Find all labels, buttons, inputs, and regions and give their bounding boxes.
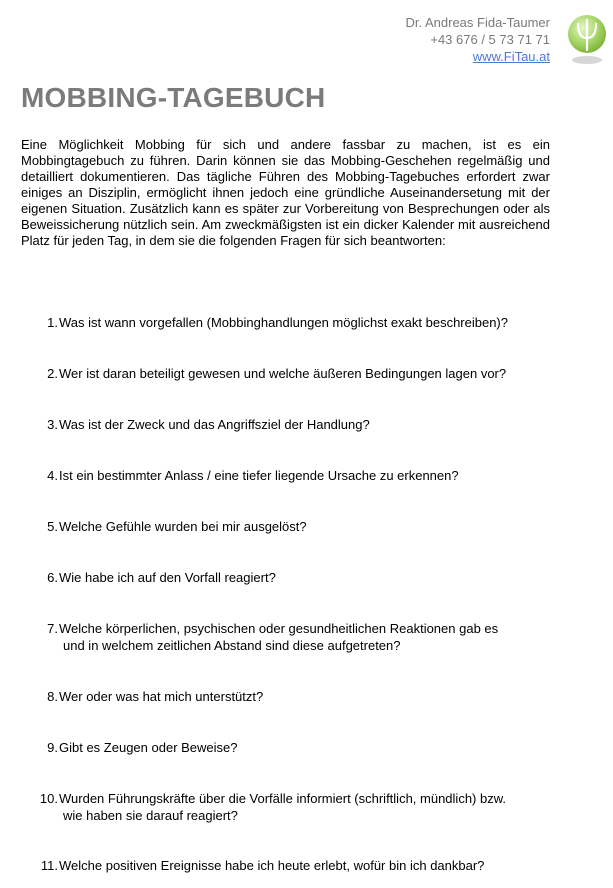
author-phone: +43 676 / 5 73 71 71 (430, 32, 550, 47)
list-item (36, 467, 556, 484)
list-item (36, 620, 556, 654)
item-number: 10. (39, 791, 58, 806)
list-item (36, 416, 556, 433)
list-item (36, 314, 556, 331)
item-number: 5. (47, 519, 58, 534)
item-text: Ist ein bestimmter Anlass / eine tiefer liegende Ursache zu erkennen? (59, 468, 459, 483)
item-text: Wer ist daran beteiligt gewesen und welche äußeren Bedingungen lagen vor? (59, 366, 507, 381)
item-text: Was ist der Zweck und das Angriffsziel der Handlung? (59, 417, 370, 432)
list-item (36, 569, 556, 586)
contact-header (405, 14, 550, 65)
list-item (36, 739, 556, 756)
item-text-continued: und in welchem zeitlichen Abstand sind diese aufgetreten? (63, 638, 401, 653)
item-number: 8. (47, 689, 58, 704)
list-item (36, 790, 556, 824)
item-text: Welche körperlichen, psychischen oder gesundheitlichen Reaktionen gab es (59, 621, 499, 636)
item-text: Wie habe ich auf den Vorfall reagiert? (59, 570, 276, 585)
item-number: 9. (47, 740, 58, 755)
item-number: 4. (47, 468, 58, 483)
item-number: 7. (47, 621, 58, 636)
item-number: 2. (47, 366, 58, 381)
item-text: Welche positiven Ereignisse habe ich heute erlebt, wofür bin ich dankbar? (59, 858, 485, 873)
list-item (36, 518, 556, 535)
item-number: 1. (47, 315, 58, 330)
item-text-continued: wie haben sie darauf reagiert? (63, 808, 238, 823)
website-link[interactable]: www.FiTau.at (472, 49, 550, 64)
psi-logo-icon (566, 12, 608, 66)
item-text: Wer oder was hat mich unterstützt? (59, 689, 264, 704)
list-item (36, 857, 556, 874)
item-number: 3. (47, 417, 58, 432)
item-text: Welche Gefühle wurden bei mir ausgelöst? (59, 519, 307, 534)
item-number: 11. (40, 858, 58, 873)
list-item (36, 688, 556, 705)
intro-paragraph: Eine Möglichkeit Mobbing für sich und andere fassbar zu machen, ist es ein Mobbingtagebuch zu führen. Darin können sie das Mobbing-Geschehen regelmäßig und detailliert dokumentieren. Das tägliche Führen des Mobbing-Tagebuches erfordert zwar einiges an Disziplin, ermöglicht ihnen jedoch eine gründliche Auseinandersetung mit der eigenen Situation. Zusätzlich kann es später zur Vorbereitung von Besprechungen oder als Beweissicherung nützlich sein. Am zweckmäßigsten ist ein dicker Kalender mit ausreichend Platz für jeden Tag, in dem sie die folgenden Fragen für sich beantworten: (21, 137, 550, 248)
item-text: Wurden Führungskräfte über die Vorfälle informiert (schriftlich, mündlich) bzw. (59, 791, 507, 806)
page-title: MOBBING-TAGEBUCH (21, 82, 326, 113)
item-text: Was ist wann vorgefallen (Mobbinghandlungen möglichst exakt beschreiben)? (59, 315, 508, 330)
item-text: Gibt es Zeugen oder Beweise? (59, 740, 238, 755)
item-number: 6. (47, 570, 58, 585)
author-name: Dr. Andreas Fida-Taumer (405, 15, 550, 30)
list-item (36, 365, 556, 382)
